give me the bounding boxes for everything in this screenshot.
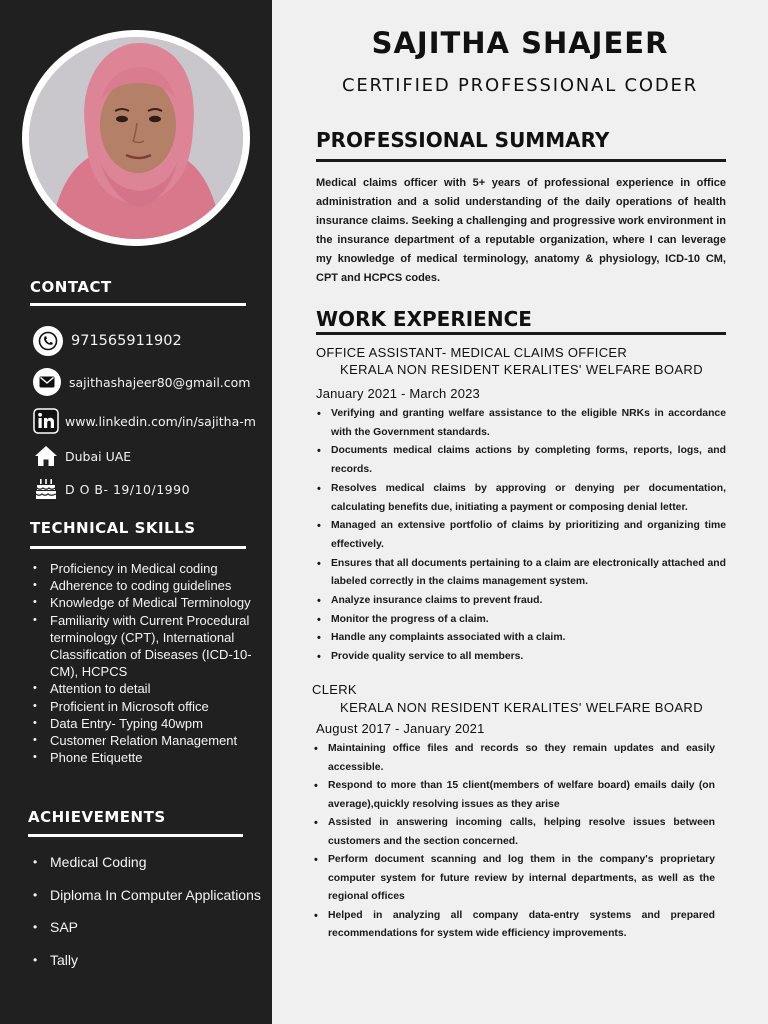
phone-icon: [33, 326, 63, 356]
candidate-title: CERTIFIED PROFESSIONAL CODER: [341, 75, 699, 96]
list-item: • Helped in analyzing all company data-entry systems and prepared recommendations for system wide efficiency improvements.: [313, 907, 715, 944]
job-1-dates: January 2021 - March 2023: [316, 386, 480, 401]
job-2-duties: [313, 740, 715, 944]
list-item: • Medical Coding: [30, 851, 270, 884]
list-item: • Monitor the progress of a claim.: [316, 611, 726, 630]
job-2-org: KERALA NON RESIDENT KERALITES' WELFARE BOARD: [340, 700, 703, 715]
home-icon: [33, 443, 59, 469]
summary-text: Medical claims officer with 5+ years of professional experience in office administration and a solid understanding of the daily operations of health insurance claims. Seeking a challenging and progressive work environment in the insurance department of a reputable organization, where I can leverage my knowledge of medical terminology, anatomy & physiology, ICD-10 CM, CPT and HCPCS codes.: [316, 177, 726, 285]
contact-phone: [33, 326, 182, 356]
list-item: • Tally: [30, 949, 270, 982]
list-item: • Data Entry- Typing 40wpm: [30, 715, 268, 732]
linkedin-icon: [33, 408, 59, 434]
list-item: • Knowledge of Medical Terminology: [30, 594, 268, 611]
profile-photo: [29, 37, 243, 239]
contact-divider: [30, 303, 246, 306]
list-item: • Adherence to coding guidelines: [30, 577, 268, 594]
sidebar: [0, 0, 272, 1024]
list-item: • Perform document scanning and log them in the company's proprietary computer system for future review by internal departments, as well as the regional offices: [313, 851, 715, 907]
list-item: • Proficient in Microsoft office: [30, 698, 268, 715]
contact-dob: [33, 476, 190, 502]
achievements-list: [30, 851, 270, 981]
job-2-title: CLERK: [312, 682, 357, 697]
list-item: • Respond to more than 15 client(members of welfare board) emails daily (on average),quickly resolving issues as they arise: [313, 777, 715, 814]
job-2-dates: August 2017 - January 2021: [316, 721, 485, 736]
list-item: • Attention to detail: [30, 680, 268, 697]
contact-phone-text[interactable]: 971565911902: [71, 333, 182, 349]
list-item: • Handle any complaints associated with a claim.: [316, 629, 726, 648]
list-item: • Documents medical claims actions by completing forms, reports, logs, and records.: [316, 442, 726, 479]
list-item: • Resolves medical claims by approving or denying per documentation, calculating benefits due, initiating a payment or composing denial letter.: [316, 480, 726, 517]
contact-dob-text: D O B- 19/10/1990: [65, 481, 191, 497]
list-item: • Provide quality service to all members.: [316, 648, 726, 667]
technical-skills-heading: TECHNICAL SKILLS: [30, 519, 196, 537]
experience-heading: WORK EXPERIENCE: [316, 307, 532, 331]
job-1-duties: [316, 405, 726, 667]
list-item: • Verifying and granting welfare assistance to the eligible NRKs in accordance with the Government standards.: [316, 405, 726, 442]
list-item: • SAP: [30, 916, 270, 949]
list-item: • Customer Relation Management: [30, 732, 268, 749]
job-1-org: KERALA NON RESIDENT KERALITES' WELFARE BOARD: [340, 362, 703, 377]
contact-location-text: Dubai UAE: [65, 448, 132, 464]
experience-divider: [316, 332, 726, 335]
list-item: • Diploma In Computer Applications: [30, 884, 270, 917]
job-1-title: OFFICE ASSISTANT- MEDICAL CLAIMS OFFICER: [316, 345, 628, 360]
list-item: • Phone Etiquette: [30, 749, 268, 766]
contact-location: [33, 443, 131, 469]
contact-heading: CONTACT: [30, 278, 112, 296]
list-item: • Maintaining office files and records so they remain updates and easily accessible.: [313, 740, 715, 777]
contact-linkedin-text[interactable]: www.linkedin.com/in/sajitha-m: [65, 413, 256, 429]
contact-linkedin: [33, 408, 256, 434]
contact-email-text[interactable]: sajithashajeer80@gmail.com: [69, 374, 251, 390]
profile-photo-image: [29, 37, 243, 239]
summary-divider: [316, 159, 726, 162]
list-item: • Ensures that all documents pertaining to a claim are electronically attached and labeled correctly in the claims management system.: [316, 555, 726, 592]
email-icon: [33, 368, 61, 396]
list-item: • Managed an extensive portfolio of claims by prioritizing and organizing time effectively.: [316, 517, 726, 554]
achievements-divider: [28, 834, 243, 837]
candidate-name: SAJITHA SHAJEER: [371, 26, 669, 60]
list-item: • Assisted in answering incoming calls, helping resolve issues between customers and the section concerned.: [313, 814, 715, 851]
technical-skills-divider: [30, 546, 246, 549]
list-item: • Familiarity with Current Procedural terminology (CPT), International Classification of Diseases (ICD-10- CM), HCPCS: [30, 612, 268, 681]
contact-email: [33, 368, 250, 396]
achievements-heading: ACHIEVEMENTS: [28, 808, 166, 826]
list-item: • Proficiency in Medical coding: [30, 560, 268, 577]
technical-skills-list: [30, 560, 268, 766]
birthday-cake-icon: [33, 476, 59, 502]
summary-heading: PROFESSIONAL SUMMARY: [316, 128, 610, 152]
list-item: • Analyze insurance claims to prevent fraud.: [316, 592, 726, 611]
profile-photo-frame: [22, 30, 250, 246]
